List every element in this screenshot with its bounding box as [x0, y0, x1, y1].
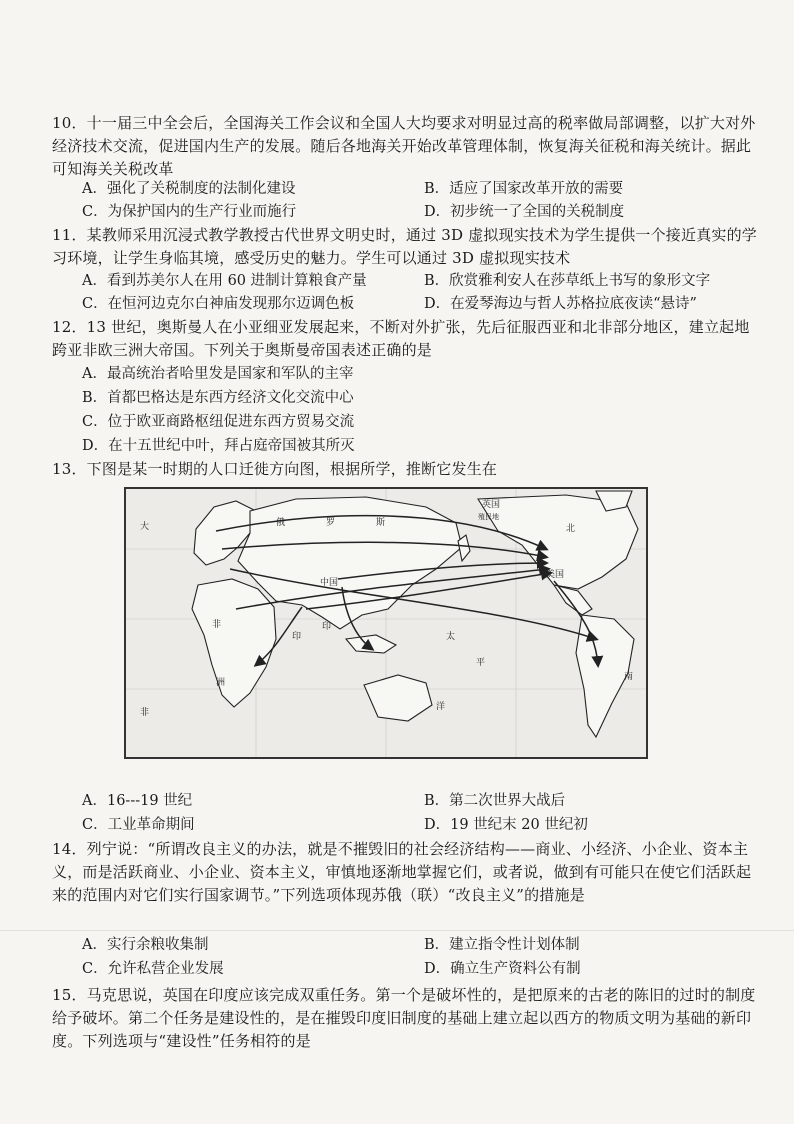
map-label-yin: 印	[322, 622, 332, 632]
question-13-option-a: A．16---19 世纪	[82, 793, 193, 809]
question-12-option-c: C．位于欧亚商路枢纽促进东西方贸易交流	[82, 414, 355, 430]
map-label-bei: 北	[566, 524, 576, 534]
map-label-fei: 非	[212, 620, 222, 630]
question-14-option-d: D．确立生产资料公有制	[424, 961, 581, 977]
question-14-stem: 14．列宁说：“所谓改良主义的办法，就是不摧毁旧的社会经济结构——商业、小经济、小企业、资本主义，而是活跃商业、小企业、资本主义，审慎地逐渐地掌握它们，或者说，做到有可能只在使它们活跃起来的范围内对它们实行国家调节。”下列选项体现苏俄（联）“改良主义”的措施是	[52, 840, 752, 904]
question-10-option-c: C．为保护国内的生产行业而施行	[82, 204, 297, 220]
question-13-stem: 13．下图是某一时期的人口迁徙方向图，根据所学，推断它发生在	[52, 460, 498, 478]
map-label-da: 大	[140, 522, 150, 532]
map-label-fei2: 非	[140, 708, 150, 718]
map-label-si: 斯	[376, 518, 386, 528]
map-label-yingguo: 英国	[482, 500, 501, 510]
map-label-zhou: 洲	[216, 678, 226, 688]
question-13-option-d: D．19 世纪末 20 世纪初	[424, 817, 588, 833]
map-label-e: 俄	[276, 518, 286, 528]
question-12-option-a: A．最高统治者哈里发是国家和军队的主宰	[82, 366, 354, 382]
question-10-option-a: A．强化了关税制度的法制化建设	[82, 181, 296, 197]
question-14-option-a: A．实行余粮收集制	[82, 937, 209, 953]
question-10-option-b: B．适应了国家改革开放的需要	[424, 181, 624, 197]
question-11-option-c: C．在恒河边克尔白神庙发现那尔迈调色板	[82, 296, 355, 312]
question-14-option-b: B．建立指令性计划体制	[424, 937, 580, 953]
map-label-zhongguo: 中国	[320, 578, 339, 588]
map-label-luo: 罗	[326, 518, 336, 528]
question-13-option-c: C．工业革命期间	[82, 817, 195, 833]
map-label-ping: 平	[476, 658, 486, 668]
question-12-option-b: B．首都巴格达是东西方经济文化交流中心	[82, 390, 354, 406]
map-label-yang: 洋	[436, 702, 446, 712]
question-10-stem: 10．十一届三中全会后，全国海关工作会议和全国人大均要求对明显过高的税率做局部调整，以扩大对外经济技术交流，促进国内生产的发展。随后各地海关开始改革管理体制，恢复海关征税和海关统计。据此可知海关关税改革	[52, 114, 756, 178]
map-label-meiguo: 美国	[546, 570, 565, 580]
question-12-stem: 12．13 世纪，奥斯曼人在小亚细亚发展起来，不断对外扩张，先后征服西亚和北非部分地区，建立起地跨亚非欧三洲大帝国。下列关于奥斯曼帝国表述正确的是	[52, 318, 750, 359]
migration-map-svg	[126, 489, 646, 757]
map-label-tai: 太	[446, 632, 456, 642]
migration-map	[124, 487, 648, 759]
map-label-tu: 印	[292, 632, 302, 642]
question-11-option-a: A．看到苏美尔人在用 60 进制计算粮食产量	[82, 273, 367, 289]
question-12-option-d: D．在十五世纪中叶，拜占庭帝国被其所灭	[82, 438, 355, 454]
question-15-stem: 15．马克思说，英国在印度应该完成双重任务。第一个是破坏性的，是把原来的古老的陈旧的过时的制度给予破坏。第二个任务是建设性的，是在摧毁印度旧制度的基础上建立起以西方的物质文明为基础的新印度。下列选项与“建设性”任务相符的是	[52, 986, 756, 1050]
question-11-option-d: D．在爱琴海边与哲人苏格拉底夜读“悬诗”	[424, 296, 697, 312]
page-divider	[0, 930, 794, 931]
question-11-option-b: B．欣赏雅利安人在莎草纸上书写的象形文字	[424, 273, 711, 289]
question-10-option-d: D．初步统一了全国的关税制度	[424, 204, 625, 220]
question-13-option-b: B．第二次世界大战后	[424, 793, 566, 809]
map-label-yingguo-sub: 殖民地	[478, 513, 499, 521]
question-14-option-c: C．允许私营企业发展	[82, 961, 224, 977]
question-11-stem: 11．某教师采用沉浸式教学教授古代世界文明史时，通过 3D 虚拟现实技术为学生提供一个接近真实的学习环境，让学生身临其境，感受历史的魅力。学生可以通过 3D 虚拟现实技术	[52, 226, 757, 267]
map-label-nan: 南	[624, 672, 634, 682]
